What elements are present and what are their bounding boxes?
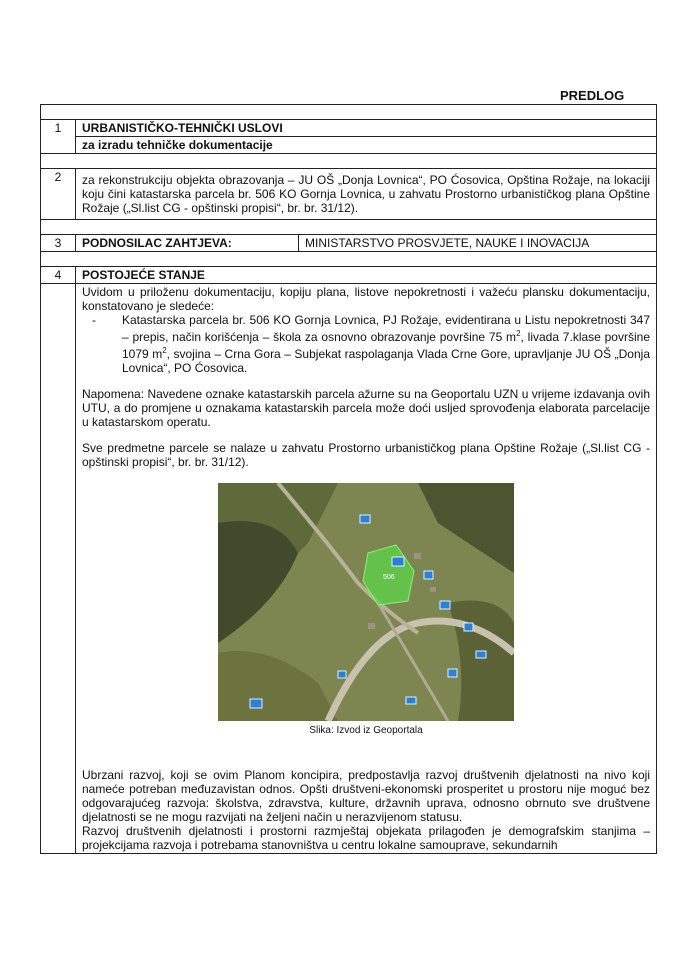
parcel-text-1: Katastarska parcela br. 506 KO Gornja Lovnica, PJ Rožaje, evidentirana u Listu nepokretnosti 347 – prepis, način korišćenja – škola za osnovno obrazovanje površine 75 m xyxy=(122,313,650,344)
spacer-row xyxy=(41,220,657,235)
row-1-sub xyxy=(41,137,657,154)
note-paragraph: Napomena: Navedene oznake katastarskih parcela ažurne su na Geoportalu UZN u vrijeme izdavanja ovih UTU, a do promjene u oznakama katastarskih parcela može doći usljed sprovođenja elaborata parcelacije u katastarskom operatu. xyxy=(82,387,650,429)
parcel-number-label: 506 xyxy=(383,574,395,581)
parcel-text-2: , livada 7.klase površine 1079 m xyxy=(122,330,650,361)
row-2-number: 2 xyxy=(41,169,76,220)
row-3 xyxy=(41,235,657,252)
row-1 xyxy=(41,120,657,137)
row-4-empty-cell xyxy=(41,284,76,854)
spacer-row xyxy=(41,252,657,267)
figure-caption: Slika: Izvod iz Geoportala xyxy=(309,725,423,736)
document-title: URBANISTIČKO-TEHNIČKI USLOVI xyxy=(76,120,657,137)
row-4-content xyxy=(41,284,657,854)
spacer-row xyxy=(41,105,657,120)
area-unit-sup: 2 xyxy=(516,329,521,338)
intro-paragraph: Uvidom u priloženu dokumentaciju, kopiju plana, listove nepokretnosti i važeću plansku dokumentaciju, konstatovano je sledeće: xyxy=(82,285,650,313)
bullet-dash: - xyxy=(92,313,96,327)
row-2 xyxy=(41,169,657,220)
parcel-description xyxy=(122,313,650,375)
development-paragraph-1: Ubrzani razvoj, koji se ovim Planom koncipira, predpostavlja razvoj društvenih djelatnosti na nivo koji nameće potreban međuzavistan odnos. Opšti društveni-ekonomski prosperitet u prostoru nije moguć bez odgovarajućeg razvoja: školstva, zdravstva, kulture, državnih uprava, odnosno obrnuto sve društvene djelatnosti se ne mogu razvijati na željeni način u nerazvijenom statusu. xyxy=(82,768,650,824)
scope-paragraph: Sve predmetne parcele se nalaze u zahvatu Prostorno urbanističkog plana Opštine Rožaje („Sl.list CG - opštinski propisi“, br. br. 31/12). xyxy=(82,441,650,469)
row-1-number: 1 xyxy=(41,120,76,154)
area-unit-sup: 2 xyxy=(162,346,167,355)
parcel-text-3: , svojina – Crna Gora – Subjekat raspolaganja Vlada Crne Gore, upravljanje JU OŠ „Donja Lovnica“, PO Ćosovica. xyxy=(122,347,650,375)
document-status-label: PREDLOG xyxy=(560,88,625,103)
purpose-text: za rekonstrukciju objekta obrazovanja – JU OŠ „Donja Lovnica“, PO Ćosovica, Opština Rožaje, na lokaciji koju čini katastarska parcela br. 506 KO Gornja Lovnica, u zahvatu Prostorno urbanističkog plana Opštine Rožaje („Sl.list CG - opštinski propisi“, br. br. 31/12). xyxy=(76,169,657,220)
document-subtitle: za izradu tehničke dokumentacije xyxy=(76,137,657,154)
applicant-label: PODNOSILAC ZAHTJEVA: xyxy=(76,235,299,252)
geoportal-figure xyxy=(218,483,514,738)
spacer-row xyxy=(41,154,657,169)
development-paragraph-2: Razvoj društvenih djelatnosti i prostorni razmještaj objekata prilagođen je demografskim stanjima – projekcijama razvoja i potrebama stanovništva u centru lokalne samouprave, sekundarnih xyxy=(82,824,650,852)
applicant-value: MINISTARSTVO PROSVJETE, NAUKE I INOVACIJA xyxy=(299,235,657,252)
utu-table xyxy=(40,104,657,854)
row-4 xyxy=(41,267,657,284)
parcel-bullet xyxy=(82,313,650,375)
satellite-map-image xyxy=(218,483,514,721)
section-title: POSTOJEĆE STANJE xyxy=(76,267,657,284)
row-3-number: 3 xyxy=(41,235,76,252)
existing-state-content xyxy=(76,284,657,854)
row-4-number: 4 xyxy=(41,267,76,284)
